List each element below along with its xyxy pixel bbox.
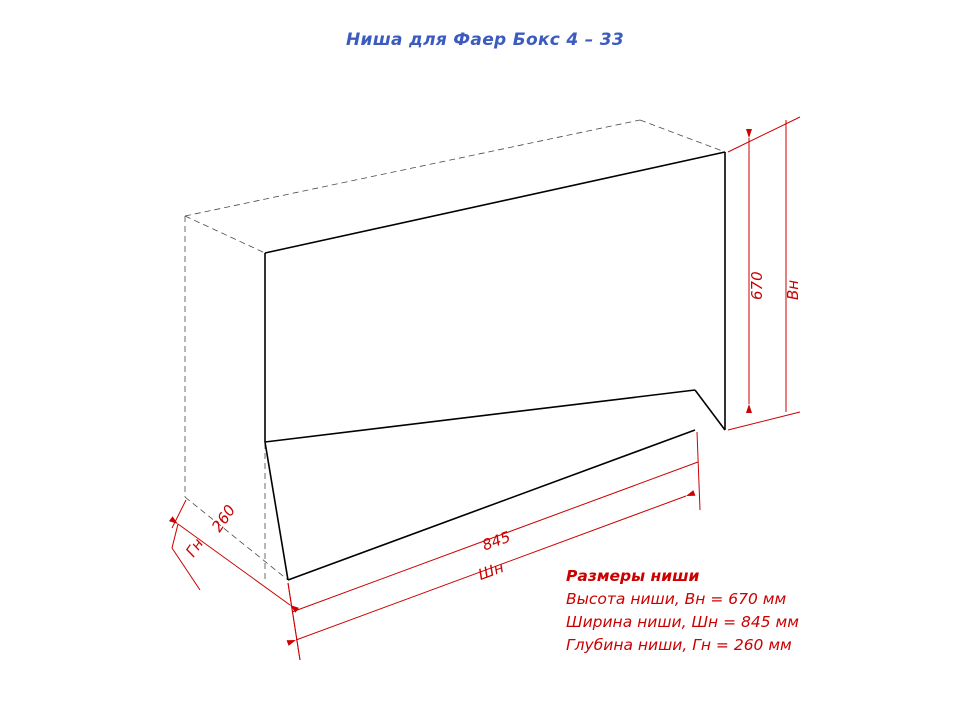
niche-outline (265, 152, 725, 580)
legend-line-depth: Глубина ниши, Гн = 260 мм (566, 636, 792, 654)
dimension-height-value (748, 271, 777, 318)
dimension-depth (172, 500, 300, 660)
depth-value-text: 260 (208, 501, 240, 536)
legend (566, 565, 799, 657)
page-title: Ниша для Фаер Бокс 4 – 33 (345, 30, 625, 50)
legend-line-height: Высота ниши, Вн = 670 мм (566, 590, 787, 608)
depth-symbol-text: Гн (182, 535, 208, 561)
height-value-text: 670 (748, 271, 766, 300)
width-symbol-text: Шн (475, 558, 507, 584)
width-value-text: 845 (479, 527, 513, 555)
height-symbol-text: Вн (784, 279, 802, 300)
legend-line-width: Ширина ниши, Шн = 845 мм (566, 613, 799, 631)
dimension-height-symbol (784, 279, 804, 318)
legend-title: Размеры ниши (566, 567, 700, 585)
